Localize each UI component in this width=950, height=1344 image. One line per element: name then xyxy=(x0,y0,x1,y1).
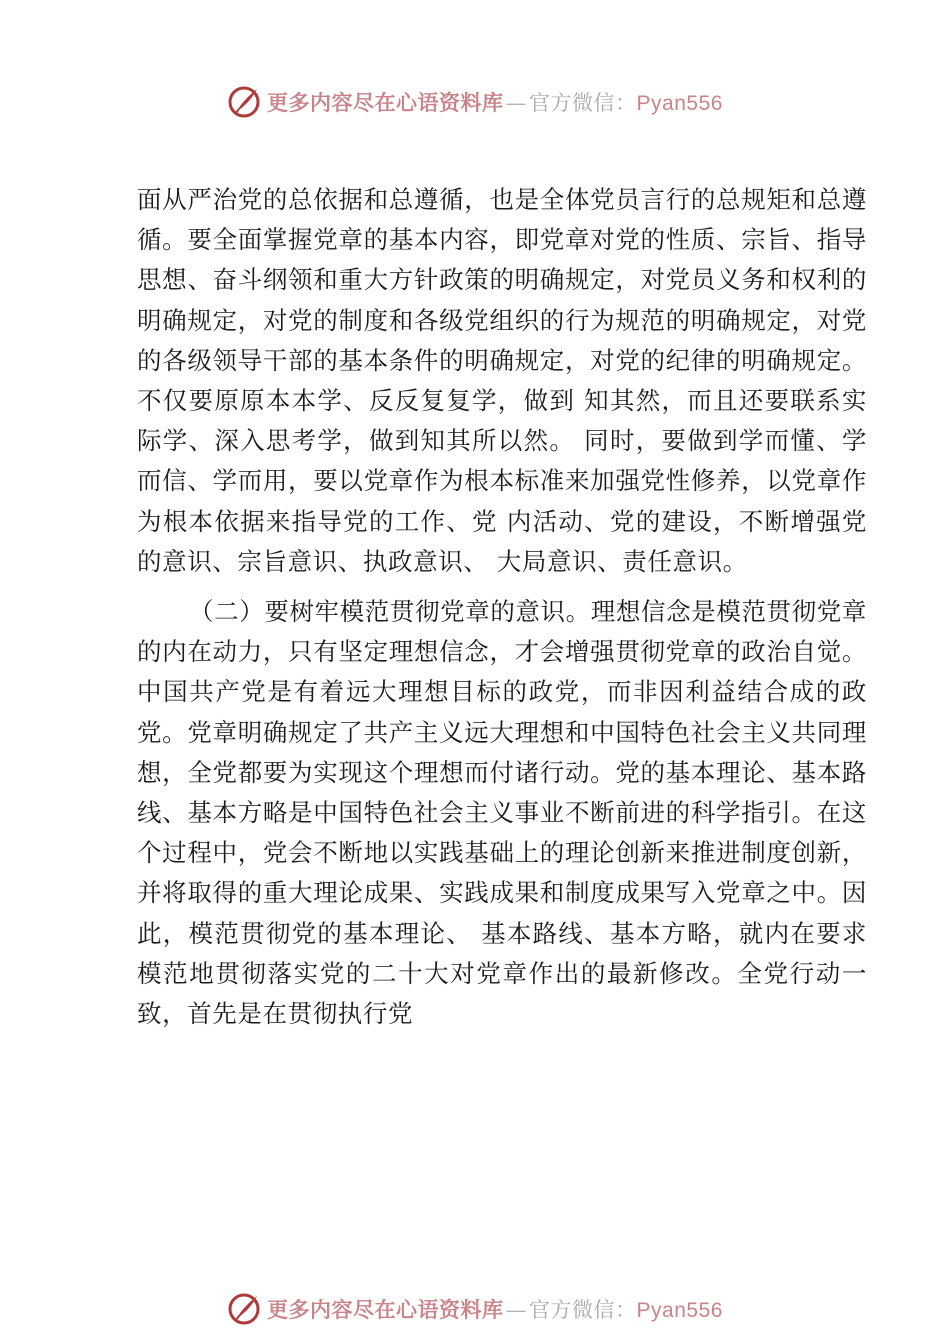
watermark-slogan: 更多内容尽在心语资料库 xyxy=(267,90,504,115)
watermark-dash: — xyxy=(505,91,528,115)
document-body xyxy=(137,180,867,1034)
quill-logo-icon xyxy=(227,85,261,119)
watermark-wechat-label: 官方微信： xyxy=(529,1298,637,1322)
watermark-wechat-id: Pyan556 xyxy=(636,92,723,115)
watermark-wechat-label: 官方微信： xyxy=(529,91,637,115)
paragraph-1: 面从严治党的总依据和总遵循，也是全体党员言行的总规矩和总遵循。要全面掌握党章的基本内容，即党章对党的性质、宗旨、指导思想、奋斗纲领和重大方针政策的明确规定，对党员义务和权利的明确规定，对党的制度和各级党组织的行为规范的明确规定，对党的各级领导干部的基本条件的明确规定，对党的纪律的明确规定。不仅要原原本本学、反反复复学，做到 知其然，而且还要联系实际学、深入思考学，做到知其所以然。 同时，要做到学而懂、学而信、学而用，要以党章作为根本标准来加强党性修养，以党章作为根本依据来指导党的工作、党 内活动、党的建设，不断增强党的意识、宗旨意识、执政意识、 大局意识、责任意识。 xyxy=(137,185,867,576)
footer-watermark xyxy=(0,1289,950,1329)
quill-logo-icon xyxy=(227,1292,261,1326)
watermark-dash: — xyxy=(505,1298,528,1322)
paragraph-2: （二）要树牢模范贯彻党章的意识。理想信念是模范贯彻党章的内在动力，只有坚定理想信念，才会增强贯彻党章的政治自觉。中国共产党是有着远大理想目标的政党，而非因利益结合成的政党。党章明确规定了共产主义远大理想和中国特色社会主义共同理想，全党都要为实现这个理想而付诸行动。党的基本理论、基本路线、基本方略是中国特色社会主义事业不断前进的科学指引。在这个过程中，党会不断地以实践基础上的理论创新来推进制度创新，并将取得的重大理论成果、实践成果和制度成果写入党章之中。因此，模范贯彻党的基本理论、 基本路线、基本方略，就内在要求模范地贯彻落实党的二十大对党章作出的最新修改。全党行动一致，首先是在贯彻执行党 xyxy=(137,597,867,1029)
watermark-slogan: 更多内容尽在心语资料库 xyxy=(267,1297,504,1322)
watermark-wechat-id: Pyan556 xyxy=(636,1299,723,1322)
header-watermark xyxy=(0,82,950,122)
